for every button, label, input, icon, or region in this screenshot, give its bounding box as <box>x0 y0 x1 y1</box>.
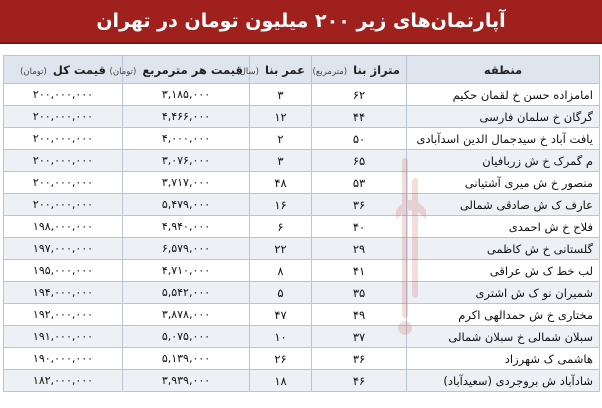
cell-total-price: ۱۸۲,۰۰۰,۰۰۰ <box>4 370 123 392</box>
table-row <box>4 326 600 348</box>
cell-age: ۳ <box>250 150 312 172</box>
cell-total-price: ۱۹۷,۰۰۰,۰۰۰ <box>4 238 123 260</box>
cell-total-price: ۲۰۰,۰۰۰,۰۰۰ <box>4 194 123 216</box>
header-area <box>312 56 407 84</box>
table-row <box>4 106 600 128</box>
table-row <box>4 304 600 326</box>
cell-price-per-m2: ۴,۴۶۶,۰۰۰ <box>123 106 250 128</box>
cell-total-price: ۱۹۱,۰۰۰,۰۰۰ <box>4 326 123 348</box>
cell-age: ۶ <box>250 216 312 238</box>
cell-price-per-m2: ۴,۰۰۰,۰۰۰ <box>123 128 250 150</box>
cell-price-per-m2: ۵,۴۷۹,۰۰۰ <box>123 194 250 216</box>
apartment-price-table <box>3 55 600 392</box>
cell-region: امامزاده حسن خ لقمان حکیم <box>407 84 600 106</box>
header-total-price-label: قیمت کل <box>52 62 106 77</box>
cell-region: منصور خ ش میری آشتیانی <box>407 172 600 194</box>
cell-region: یافت آباد خ سیدجمال الدین اسدآبادی <box>407 128 600 150</box>
cell-price-per-m2: ۴,۷۱۰,۰۰۰ <box>123 260 250 282</box>
cell-price-per-m2: ۳,۰۷۶,۰۰۰ <box>123 150 250 172</box>
cell-region: شادآباد ش بروجردی (سعیدآباد) <box>407 370 600 392</box>
header-age <box>236 56 312 84</box>
header-price-per-m2 <box>109 56 250 84</box>
cell-region: لب خط ک ش عراقی <box>407 260 600 282</box>
cell-age: ۱۸ <box>250 370 312 392</box>
cell-age: ۲ <box>250 128 312 150</box>
cell-age: ۲۶ <box>250 348 312 370</box>
cell-price-per-m2: ۳,۸۷۸,۰۰۰ <box>123 304 250 326</box>
table-row <box>4 150 600 172</box>
cell-price-per-m2: ۴,۹۴۰,۰۰۰ <box>123 216 250 238</box>
table-row <box>4 348 600 370</box>
cell-area: ۳۶ <box>312 348 407 370</box>
header-price-per-m2-label: قیمت هر مترمربع <box>142 62 243 77</box>
cell-area: ۳۶ <box>312 194 407 216</box>
cell-area: ۴۶ <box>312 370 407 392</box>
title-bar <box>0 0 602 44</box>
cell-area: ۵۰ <box>312 128 407 150</box>
page-title: آپارتمان‌های زیر ۲۰۰ میلیون تومان در تهران <box>96 10 506 32</box>
cell-price-per-m2: ۳,۱۸۵,۰۰۰ <box>123 84 250 106</box>
cell-age: ۱۶ <box>250 194 312 216</box>
cell-area: ۶۲ <box>312 84 407 106</box>
cell-region: م گمرک خ ش زربافیان <box>407 150 600 172</box>
cell-price-per-m2: ۶,۵۷۹,۰۰۰ <box>123 238 250 260</box>
cell-total-price: ۱۹۰,۰۰۰,۰۰۰ <box>4 348 123 370</box>
cell-area: ۴۹ <box>312 304 407 326</box>
cell-region: شمیران نو ک ش اشتری <box>407 282 600 304</box>
table-row <box>4 216 600 238</box>
cell-total-price: ۲۰۰,۰۰۰,۰۰۰ <box>4 150 123 172</box>
table-row <box>4 238 600 260</box>
table-row <box>4 282 600 304</box>
cell-price-per-m2: ۳,۷۱۷,۰۰۰ <box>123 172 250 194</box>
cell-total-price: ۱۹۵,۰۰۰,۰۰۰ <box>4 260 123 282</box>
table-row <box>4 260 600 282</box>
header-age-label: عمر بنا <box>264 62 305 77</box>
table-header-row <box>4 56 600 84</box>
cell-price-per-m2: ۵,۱۳۹,۰۰۰ <box>123 348 250 370</box>
cell-region: مختاری خ ش حمدالهی اکرم <box>407 304 600 326</box>
cell-age: ۳ <box>250 84 312 106</box>
cell-total-price: ۱۹۴,۰۰۰,۰۰۰ <box>4 282 123 304</box>
header-price-per-m2-unit: (تومان) <box>109 66 137 77</box>
header-total-price-unit: (تومان) <box>20 66 47 77</box>
header-age-unit: (سال) <box>236 66 259 77</box>
cell-area: ۴۱ <box>312 260 407 282</box>
cell-price-per-m2: ۵,۵۴۲,۰۰۰ <box>123 282 250 304</box>
cell-age: ۴۸ <box>250 172 312 194</box>
header-area-label: متراژ بنا <box>353 62 400 77</box>
cell-region: عارف ک ش صادقی شمالی <box>407 194 600 216</box>
cell-total-price: ۲۰۰,۰۰۰,۰۰۰ <box>4 84 123 106</box>
table-row <box>4 172 600 194</box>
header-region-label: منطقه <box>483 62 523 77</box>
cell-price-per-m2: ۵,۰۷۵,۰۰۰ <box>123 326 250 348</box>
cell-region: هاشمی ک شهرزاد <box>407 348 600 370</box>
cell-price-per-m2: ۳,۹۳۹,۰۰۰ <box>123 370 250 392</box>
cell-age: ۵ <box>250 282 312 304</box>
cell-area: ۳۵ <box>312 282 407 304</box>
cell-total-price: ۲۰۰,۰۰۰,۰۰۰ <box>4 128 123 150</box>
table-row <box>4 194 600 216</box>
cell-age: ۴۷ <box>250 304 312 326</box>
header-total-price <box>4 56 123 84</box>
cell-area: ۴۴ <box>312 106 407 128</box>
table-row <box>4 84 600 106</box>
cell-region: گلستانی خ ش کاظمی <box>407 238 600 260</box>
table-row <box>4 128 600 150</box>
cell-age: ۸ <box>250 260 312 282</box>
table-row <box>4 370 600 392</box>
cell-age: ۱۰ <box>250 326 312 348</box>
cell-region: فلاح خ ش احمدی <box>407 216 600 238</box>
cell-age: ۲۲ <box>250 238 312 260</box>
header-area-unit: (مترمربع) <box>312 66 348 77</box>
cell-area: ۵۳ <box>312 172 407 194</box>
cell-total-price: ۱۹۸,۰۰۰,۰۰۰ <box>4 216 123 238</box>
cell-area: ۲۹ <box>312 238 407 260</box>
cell-total-price: ۱۹۲,۰۰۰,۰۰۰ <box>4 304 123 326</box>
cell-area: ۴۰ <box>312 216 407 238</box>
cell-area: ۳۷ <box>312 326 407 348</box>
cell-total-price: ۲۰۰,۰۰۰,۰۰۰ <box>4 172 123 194</box>
cell-region: سبلان شمالی خ سبلان شمالی <box>407 326 600 348</box>
cell-area: ۶۵ <box>312 150 407 172</box>
cell-total-price: ۲۰۰,۰۰۰,۰۰۰ <box>4 106 123 128</box>
header-region <box>407 56 600 84</box>
cell-age: ۱۲ <box>250 106 312 128</box>
cell-region: گرگان خ سلمان فارسی <box>407 106 600 128</box>
